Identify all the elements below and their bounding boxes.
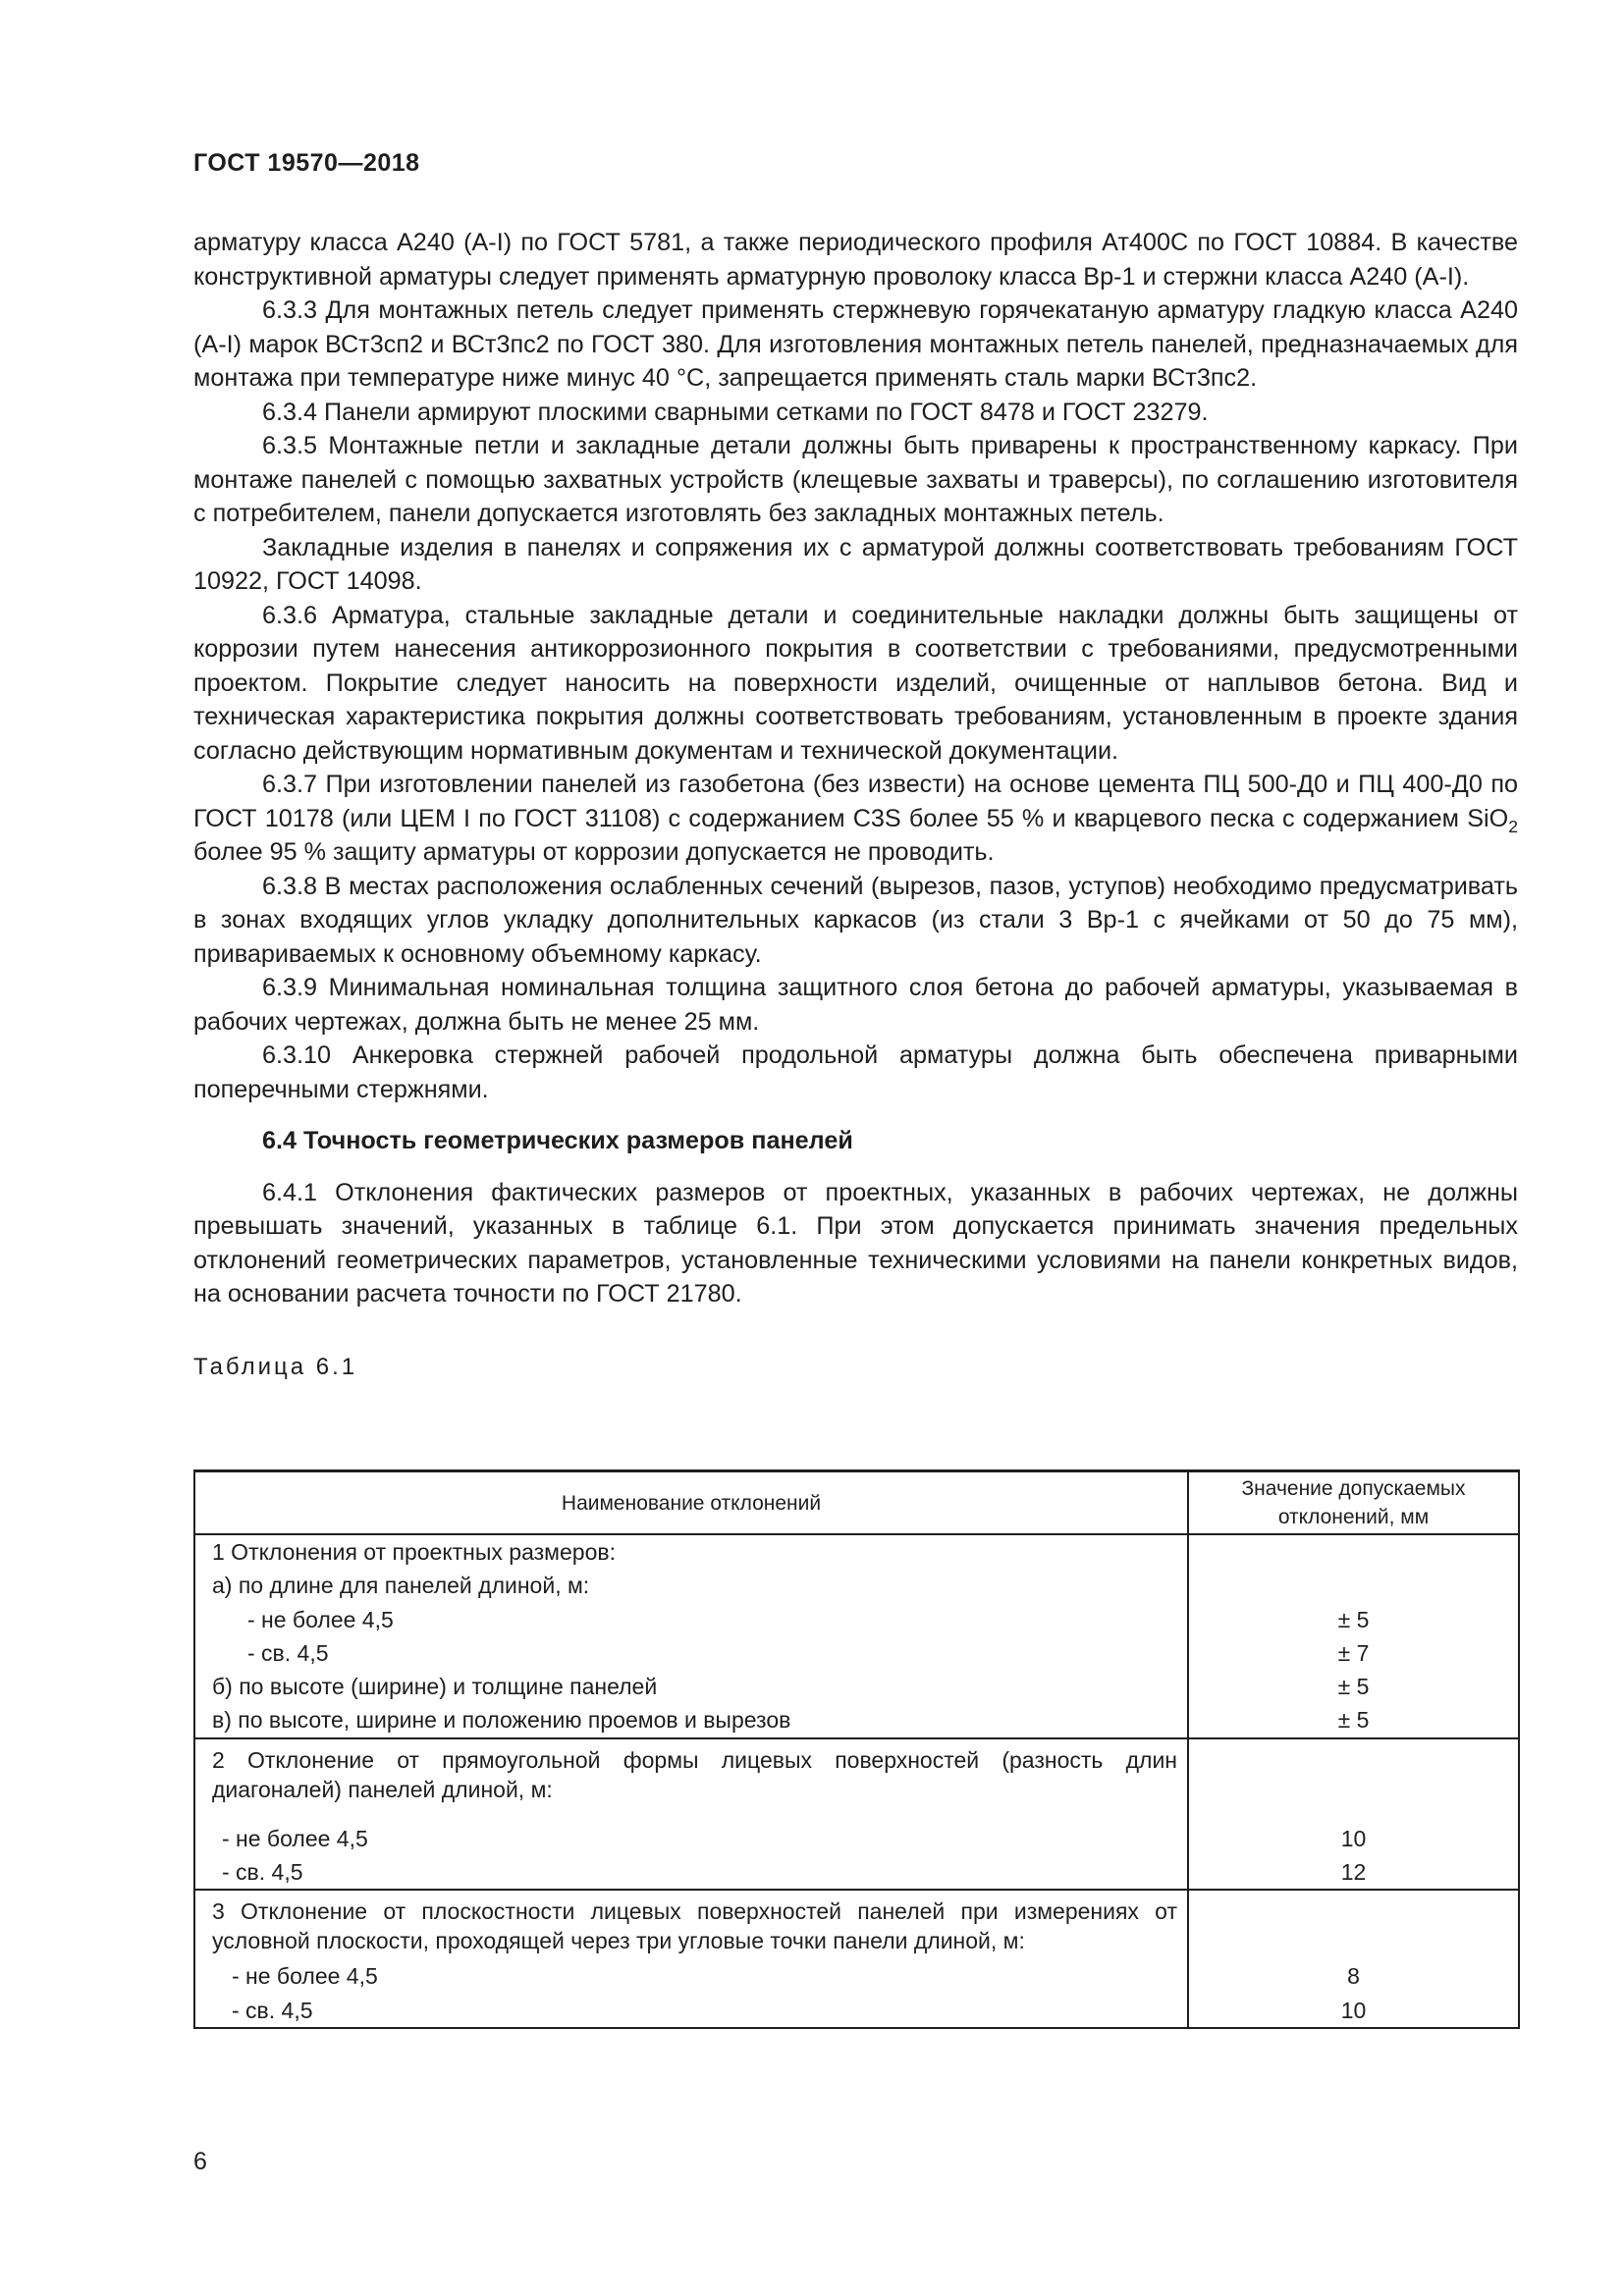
table-row <box>194 1534 1519 1569</box>
table-row <box>194 1890 1519 1959</box>
table-row <box>194 1738 1519 1822</box>
paragraph-6-4-1: 6.4.1 Отклонения фактических размеров от проектных, указанных в рабочих чертежах, не должны превышать значений, указанных в таблице 6.1. При этом допускается принимать значения предельных отклонений геометрических параметров, установленные техническими условиями на панели конкретных видов, на основании расчета точности по ГОСТ 21780. <box>193 1178 1518 1308</box>
page-number: 6 <box>193 2148 207 2175</box>
table-row: - св. 4,5 10 <box>194 1994 1519 2028</box>
page-header: ГОСТ 19570—2018 <box>193 149 420 177</box>
table-row: - не более 4,5 10 <box>194 1822 1519 1855</box>
paragraph-6-3-5-cont: Закладные изделия в панелях и сопряжения их с арматурой должны соответствовать требованиям ГОСТ 10922, ГОСТ 14098. <box>193 533 1518 595</box>
paragraph-6-3-5: 6.3.5 Монтажные петли и закладные детали должны быть приварены к пространственному каркасу. При монтаже панелей с помощью захватных устройств (клещевые захваты и траверсы), по соглашению изготовителя с потребителем, панели допускается изготовлять без закладных монтажных петель. <box>193 432 1518 527</box>
table-row: б) по высоте (ширине) и толщине панелей ± 5 <box>194 1670 1519 1703</box>
table-row: - не более 4,5 ± 5 <box>194 1603 1519 1636</box>
deviation-table <box>193 1469 1520 2029</box>
paragraph-6-3-4: 6.3.4 Панели армируют плоскими сварными сетками по ГОСТ 8478 и ГОСТ 23279. <box>262 398 1209 426</box>
paragraph-6-3-10: 6.3.10 Анкеровка стержней рабочей продольной арматуры должна быть обеспечена приварными поперечными стержнями. <box>193 1041 1518 1103</box>
document-body <box>193 226 1518 1384</box>
column-header-name: Наименование отклонений <box>194 1471 1188 1535</box>
paragraph-6-3-7: 6.3.7 При изготовлении панелей из газобетона (без извести) на основе цемента ПЦ 500-Д0 и ПЦ 400-Д0 по ГОСТ 10178 (или ЦЕМ I по ГОСТ 31108) с содержанием C3S более 55 % и кварцевого песка с содержанием SiO$_2$ более 95 % защиту арматуры от коррозии допускается не проводить. <box>193 771 1518 866</box>
section-heading-6-4: 6.4 Точность геометрических размеров панелей <box>262 1127 853 1154</box>
paragraph: арматуру класса А240 (A-I) по ГОСТ 5781, а также периодического профиля Ат400С по ГОСТ 10884. В качестве конструктивной арматуры следует применять арматурную проволоку класса Вр-1 и стержни класса А240 (A-I). <box>193 229 1518 291</box>
group3-title: 3 Отклонение от плоскостности лицевых поверхностей панелей при измерениях от условной плоскости, проходящей через три угловые точки панели длиной, м: <box>194 1890 1188 1959</box>
paragraph-6-3-8: 6.3.8 В местах расположения ослабленных сечений (вырезов, пазов, уступов) необходимо предусматривать в зонах входящих углов укладку дополнительных каркасов (из стали 3 Вр-1 с ячейками от 50 до 75 мм), привариваемых к основному объемному каркасу. <box>193 872 1518 968</box>
paragraph-6-3-9: 6.3.9 Минимальная номинальная толщина защитного слоя бетона до рабочей арматуры, указываемая в рабочих чертежах, должна быть не менее 25 мм. <box>193 974 1518 1036</box>
table-row: - не более 4,5 8 <box>194 1959 1519 1993</box>
column-header-value: Значение допускаемых отклонений, мм <box>1188 1471 1519 1535</box>
table-row: в) по высоте, ширине и положению проемов и вырезов ± 5 <box>194 1703 1519 1737</box>
table-row: - св. 4,5 ± 7 <box>194 1636 1519 1670</box>
paragraph-6-3-6: 6.3.6 Арматура, стальные закладные детали и соединительные накладки должны быть защищены от коррозии путем нанесения антикоррозионного покрытия в соответствии с требованиями, предусмотренными проектом. Покрытие следует наносить на поверхности изделий, очищенные от наплывов бетона. Вид и техническая характеристика покрытия должны соответствовать требованиям, установленным в проекте здания согласно действующим нормативным документам и технической документации. <box>193 601 1518 765</box>
table-row <box>194 1569 1519 1602</box>
group2-title: 2 Отклонение от прямоугольной формы лицевых поверхностей (разность длин диагоналей) панелей длиной, м: <box>194 1738 1188 1822</box>
table-caption: Таблица 6.1 <box>193 1353 358 1380</box>
group1-title: 1 Отклонения от проектных размеров: <box>194 1534 1188 1569</box>
table-row: - св. 4,5 12 <box>194 1855 1519 1890</box>
paragraph-6-3-3: 6.3.3 Для монтажных петель следует применять стержневую горячекатаную арматуру гладкую класса А240 (A-I) марок ВСт3сп2 и ВСт3пс2 по ГОСТ 380. Для изготовления монтажных петель панелей, предназначаемых для монтажа при температуре ниже минус 40 °С, запрещается применять сталь марки ВСт3пс2. <box>193 296 1518 392</box>
table-header-row <box>194 1471 1519 1535</box>
group1-item-a: а) по длине для панелей длиной, м: <box>194 1569 1188 1602</box>
